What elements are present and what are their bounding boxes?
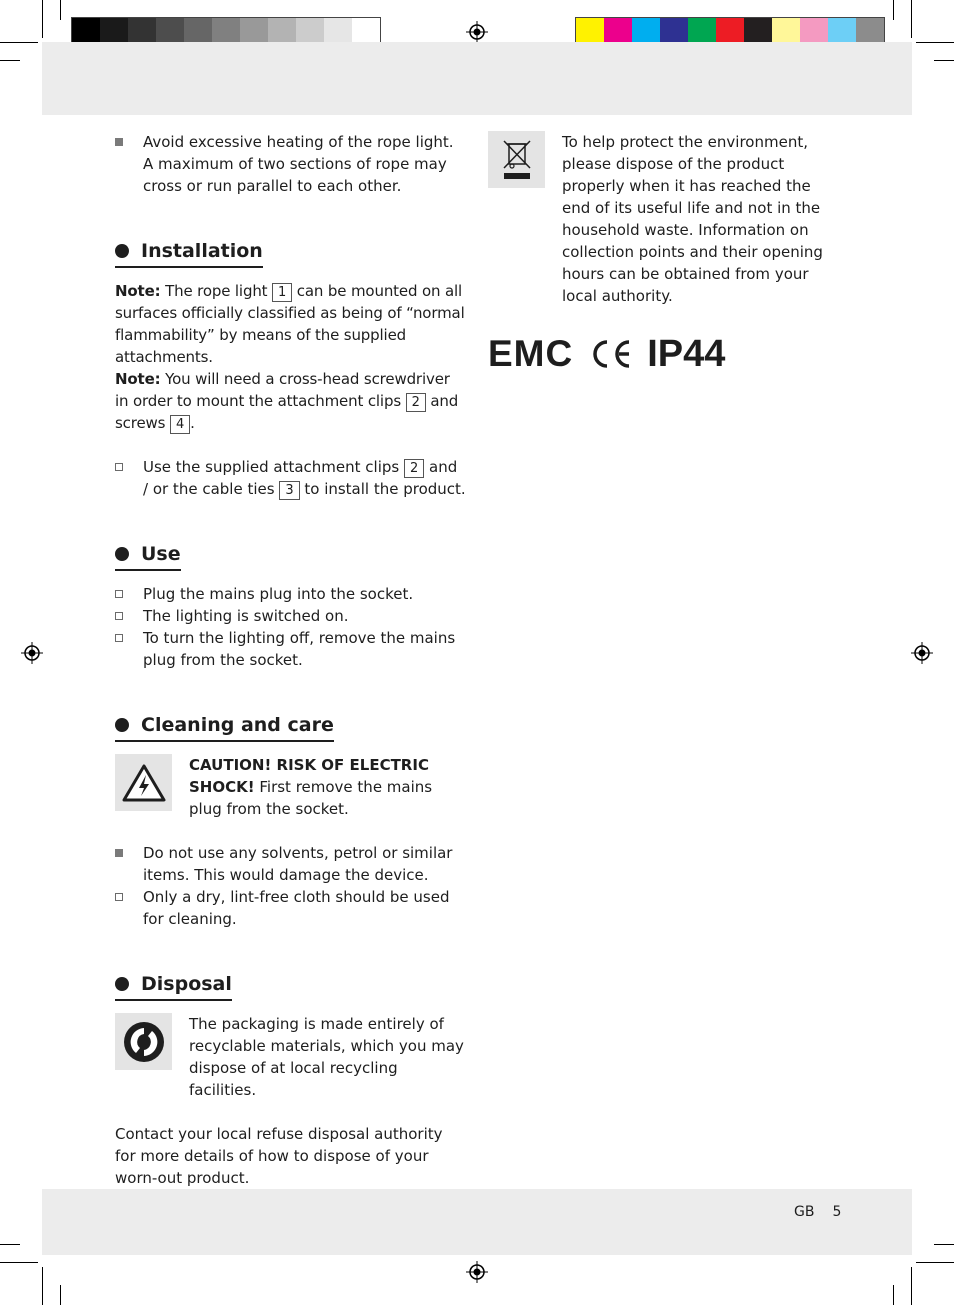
installation-note: Note: The rope light 1 can be mounted on all surfaces officially classified as being of “normal flammability” by means of the supplied attachments. Note: You will need a cross-head screwdriver in order to mount the attachment clips 2 and screws 4 . [115,282,465,432]
part-ref: 1 [272,283,292,302]
crop-mark [934,60,954,61]
page-footer [794,1201,841,1223]
section-heading-use: Use [115,542,181,571]
crop-mark [60,0,61,20]
crop-mark [0,1262,38,1263]
packaging-block: The packaging is made entirely of recyclable materials, which you may dispose of at local recycling facilities. [115,1013,467,1101]
language-code: GB [794,1204,815,1220]
registration-mark-icon [21,642,43,664]
heading-dot-icon [115,244,129,258]
part-ref: 4 [170,415,190,434]
crop-mark [60,1285,61,1305]
crop-mark [0,1244,20,1245]
left-column [115,131,467,1189]
weee-block: To help protect the environment, please dispose of the product properly when it has reached the end of its useful life and not in the household waste. Information on collection points and their opening hours can be obtained from your local authority. [488,131,840,307]
open-square-bullet-icon [115,893,123,901]
crop-mark [911,0,912,38]
caution-block: CAUTION! RISK OF ELECTRIC SHOCK! First remove the mains plug from the socket. [115,754,467,820]
crop-mark [893,0,894,20]
open-square-bullet-icon [115,463,123,471]
crop-mark [0,60,20,61]
list-item: The lighting is switched on. [115,605,467,627]
section-heading-installation: Installation [115,239,263,268]
crop-mark [916,1262,954,1263]
crop-mark [911,1267,912,1305]
crop-mark [42,1267,43,1305]
open-square-bullet-icon [115,590,123,598]
footer-band [42,1189,912,1255]
registration-mark-icon [911,642,933,664]
heading-dot-icon [115,718,129,732]
heading-dot-icon [115,547,129,561]
open-square-bullet-icon [115,612,123,620]
disposal-contact: Contact your local refuse disposal authority for more details of how to dispose of your worn-out product. [115,1125,443,1187]
filled-square-bullet-icon [115,138,123,146]
emc-mark: EMC [488,333,574,374]
crossed-out-wheelie-bin-icon [488,131,545,188]
registration-mark-icon [466,21,488,43]
list-item: Plug the mains plug into the socket. [115,583,467,605]
green-dot-recycling-icon [115,1013,172,1070]
list-item: Use the supplied attachment clips 2 and / or the cable ties 3 to install the product. [115,456,467,500]
header-band [42,42,912,115]
right-column [488,131,840,375]
crop-mark [934,1244,954,1245]
list-item: Only a dry, lint-free cloth should be used for cleaning. [115,886,467,930]
open-square-bullet-icon [115,634,123,642]
page-number: 5 [832,1204,842,1220]
electric-shock-warning-icon [115,754,172,811]
list-item: Avoid excessive heating of the rope light. A maximum of two sections of rope may cross or run parallel to each other. [115,131,467,197]
crop-mark [0,42,38,43]
section-heading-cleaning: Cleaning and care [115,713,334,742]
ce-mark-icon [587,337,633,371]
list-item: Do not use any solvents, petrol or similar items. This would damage the device. [115,842,467,886]
part-ref: 2 [404,459,424,478]
heading-dot-icon [115,977,129,991]
registration-mark-icon [466,1261,488,1283]
crop-mark [916,42,954,43]
section-heading-disposal: Disposal [115,972,232,1001]
list-item: To turn the lighting off, remove the mains plug from the socket. [115,627,467,671]
ip-rating: IP44 [647,333,726,375]
filled-square-bullet-icon [115,849,123,857]
part-ref: 3 [279,481,299,500]
certification-marks [488,333,840,375]
part-ref: 2 [406,393,426,412]
crop-mark [893,1285,894,1305]
crop-mark [42,0,43,38]
